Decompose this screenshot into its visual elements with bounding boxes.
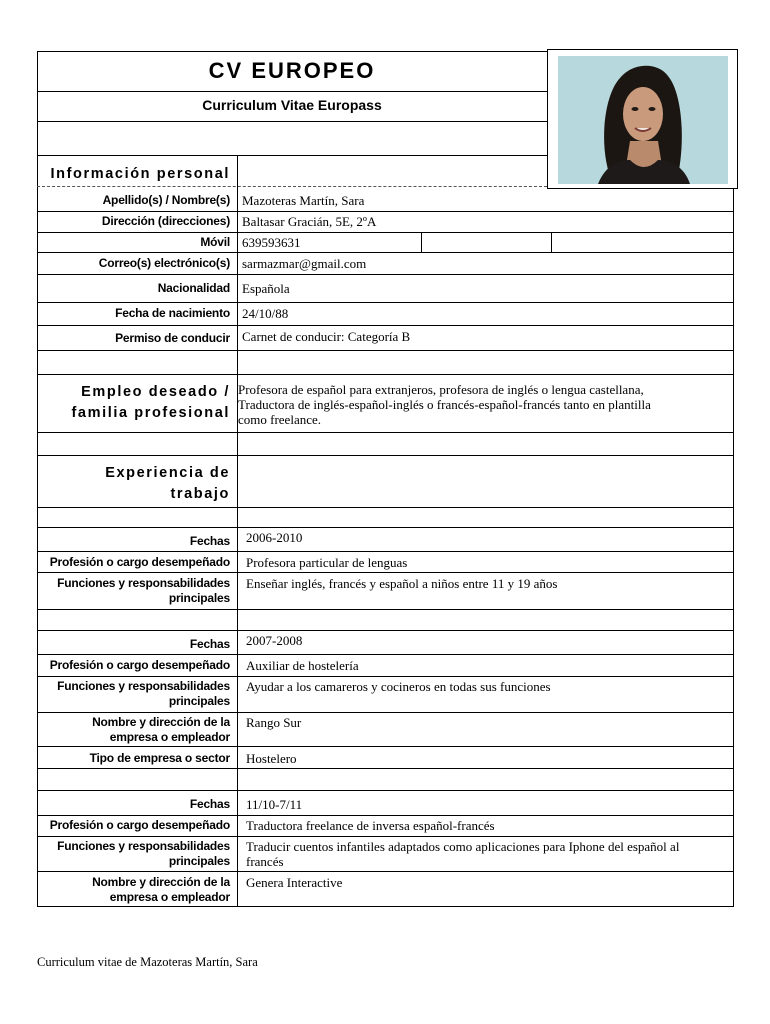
- job3-duties-label-line2: principales: [168, 854, 230, 868]
- value-birthdate: 24/10/88: [242, 306, 289, 321]
- label-name: Apellido(s) / Nombre(s): [102, 193, 230, 207]
- section-experience-line2: trabajo: [170, 486, 230, 502]
- cv-subtitle: Curriculum Vitae Europass: [202, 97, 382, 113]
- job3-duties-label-line1: Funciones y responsabilidades: [57, 839, 230, 853]
- job2-duties: Ayudar a los camareros y cocineros en todas sus funciones: [246, 679, 551, 694]
- job1-dates-label: Fechas: [189, 534, 230, 548]
- job2-duties-label-line1: Funciones y responsabilidades: [57, 679, 230, 693]
- job3-employer-label-line2: empresa o empleador: [109, 890, 230, 904]
- page-footer: Curriculum vitae de Mazoteras Martín, Sara: [37, 955, 258, 969]
- job2-employer-label-line2: empresa o empleador: [109, 730, 230, 744]
- job2-sector: Hostelero: [246, 751, 297, 766]
- job1-position: Profesora particular de lenguas: [246, 555, 408, 570]
- desired-job-text-line2: Traductora de inglés-español-inglés o francés-español-francés tanto en plantilla: [238, 397, 651, 412]
- job1-duties: Enseñar inglés, francés y español a niños entre 11 y 19 años: [246, 576, 558, 591]
- label-birthdate: Fecha de nacimiento: [115, 306, 230, 320]
- profile-photo: [547, 49, 738, 189]
- job2-sector-label: Tipo de empresa o sector: [89, 751, 230, 765]
- label-email: Correo(s) electrónico(s): [98, 256, 230, 270]
- job1-position-label: Profesión o cargo desempeñado: [49, 555, 230, 569]
- job3-position-label: Profesión o cargo desempeñado: [49, 818, 230, 832]
- job2-employer: Rango Sur: [246, 715, 302, 730]
- job2-position-label: Profesión o cargo desempeñado: [49, 658, 230, 672]
- job3-dates: 11/10-7/11: [246, 797, 303, 812]
- label-address: Dirección (direcciones): [101, 214, 230, 228]
- job1-dates: 2006-2010: [246, 530, 303, 545]
- label-nationality: Nacionalidad: [157, 281, 230, 295]
- desired-job-text-line3: como freelance.: [238, 412, 322, 427]
- job1-duties-label-line2: principales: [168, 591, 230, 605]
- value-nationality: Española: [242, 281, 290, 296]
- value-mobile: 639593631: [242, 235, 301, 250]
- job3-dates-label: Fechas: [189, 797, 230, 811]
- job3-position: Traductora freelance de inversa español-francés: [246, 818, 495, 833]
- job1-duties-label-line1: Funciones y responsabilidades: [57, 576, 230, 590]
- section-desired-job-line1: Empleo deseado /: [81, 384, 230, 400]
- job2-position: Auxiliar de hostelería: [246, 658, 359, 673]
- cv-title: CV EUROPEO: [208, 58, 376, 83]
- job3-employer: Genera Interactive: [246, 875, 343, 890]
- section-personal-info: Información personal: [50, 166, 230, 182]
- job3-duties-line1: Traducir cuentos infantiles adaptados como aplicaciones para Iphone del español al: [246, 839, 680, 854]
- value-driving-license: Carnet de conducir: Categoría B: [242, 329, 411, 344]
- value-email: sarmazmar@gmail.com: [242, 256, 367, 271]
- desired-job-text-line1: Profesora de español para extranjeros, profesora de inglés o lengua castellana,: [238, 382, 644, 397]
- section-experience-line1: Experiencia de: [105, 465, 230, 481]
- profile-photo-image: [558, 56, 728, 184]
- job3-duties-line2: francés: [246, 854, 284, 869]
- label-mobile: Móvil: [200, 235, 230, 249]
- job2-employer-label-line1: Nombre y dirección de la: [92, 715, 230, 729]
- value-address: Baltasar Gracián, 5E, 2ºA: [242, 214, 377, 229]
- job3-employer-label-line1: Nombre y dirección de la: [92, 875, 230, 889]
- value-name: Mazoteras Martín, Sara: [242, 193, 365, 208]
- section-desired-job-line2: familia profesional: [71, 405, 230, 421]
- label-driving-license: Permiso de conducir: [115, 331, 230, 345]
- job2-duties-label-line2: principales: [168, 694, 230, 708]
- job2-dates-label: Fechas: [189, 637, 230, 651]
- job2-dates: 2007-2008: [246, 633, 303, 648]
